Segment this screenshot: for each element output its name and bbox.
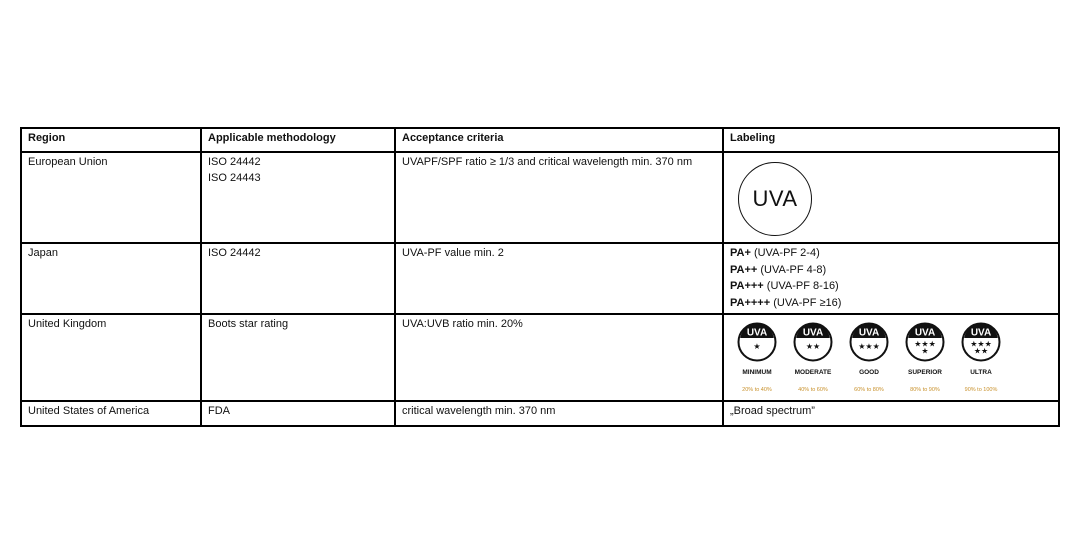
star-icon: ★★★	[858, 342, 880, 351]
pa-grade: PA+++	[730, 280, 764, 292]
table-header-row	[21, 128, 1059, 152]
eu-method-2: ISO 24443	[208, 172, 261, 184]
badge-name: MINIMUM	[742, 369, 772, 376]
uva-logo-text: UVA	[752, 186, 798, 211]
uva-badge-icon	[849, 322, 889, 362]
badge-name: ULTRA	[970, 369, 992, 376]
uva-regulation-table	[20, 127, 1060, 427]
us-labeling: „Broad spectrum”	[723, 401, 1059, 426]
boots-star-badges	[736, 322, 1052, 398]
uva-star-badge	[904, 322, 946, 398]
table-row-japan	[21, 243, 1059, 314]
badge-range: 20% to 40%	[742, 387, 772, 393]
header-methodology: Applicable methodology	[201, 128, 395, 152]
us-region: United States of America	[21, 401, 201, 426]
badge-range: 60% to 80%	[854, 387, 884, 393]
uva-badge-icon	[961, 322, 1001, 362]
table-row-usa	[21, 401, 1059, 426]
star-icon: ★	[753, 342, 761, 351]
uk-criteria: UVA:UVB ratio min. 20%	[395, 314, 723, 401]
header-region: Region	[21, 128, 201, 152]
star-icon: ★★	[805, 342, 821, 351]
star-icon: ★★★	[970, 339, 992, 349]
table-row-eu	[21, 152, 1059, 243]
uva-star-badge	[736, 322, 778, 398]
badge-logo-text: UVA	[914, 327, 936, 339]
pa-range: (UVA-PF ≥16)	[770, 296, 842, 309]
badge-logo-text: UVA	[746, 327, 768, 339]
us-criteria: critical wavelength min. 370 nm	[395, 401, 723, 426]
pa-label	[730, 262, 1052, 279]
uva-circle-logo	[738, 162, 812, 236]
eu-method-1: ISO 24442	[208, 156, 261, 168]
star-icon: ★	[921, 346, 929, 356]
pa-grade: PA+	[730, 247, 751, 259]
badge-range: 40% to 60%	[798, 387, 828, 393]
badge-name: SUPERIOR	[908, 369, 942, 376]
uk-methodology: Boots star rating	[201, 314, 395, 401]
pa-range: (UVA-PF 2-4)	[750, 247, 820, 259]
pa-grade: PA++	[730, 263, 758, 276]
uk-region: United Kingdom	[21, 314, 201, 401]
uva-badge-icon	[905, 322, 945, 362]
pa-range: (UVA-PF 8-16)	[763, 280, 839, 292]
header-criteria: Acceptance criteria	[395, 128, 723, 152]
eu-region: European Union	[21, 152, 201, 243]
pa-label	[730, 295, 1052, 312]
badge-name: GOOD	[859, 369, 879, 376]
badge-logo-text: UVA	[802, 327, 824, 339]
uva-badge-icon	[737, 322, 777, 362]
badge-logo-text: UVA	[858, 327, 880, 339]
header-labeling: Labeling	[723, 128, 1059, 152]
uva-star-badge	[848, 322, 890, 398]
jp-criteria: UVA-PF value min. 2	[395, 243, 723, 314]
badge-logo-text: UVA	[970, 327, 992, 339]
badge-name: MODERATE	[794, 369, 832, 376]
pa-range: (UVA-PF 4-8)	[757, 263, 827, 276]
uva-star-badge	[792, 322, 834, 398]
jp-methodology: ISO 24442	[201, 243, 395, 314]
jp-labeling	[723, 243, 1059, 314]
eu-methodology	[201, 152, 395, 243]
uva-badge-icon	[793, 322, 833, 362]
pa-grade: PA++++	[730, 296, 771, 309]
table-row-uk	[21, 314, 1059, 401]
eu-labeling	[723, 152, 1059, 243]
star-icon: ★★	[973, 346, 989, 356]
star-icon: ★★★	[914, 339, 936, 349]
eu-criteria-cell	[395, 152, 723, 243]
badge-range: 90% to 100%	[964, 387, 998, 393]
uk-labeling	[723, 314, 1059, 401]
us-methodology: FDA	[201, 401, 395, 426]
eu-criteria: UVAPF/SPF ratio ≥ 1/3 and critical wavelength min. 370 nm	[402, 156, 693, 168]
jp-region: Japan	[21, 243, 201, 314]
badge-range: 80% to 90%	[910, 387, 940, 393]
pa-label	[730, 245, 1052, 262]
pa-label	[730, 278, 1052, 295]
uva-star-badge	[960, 322, 1002, 398]
